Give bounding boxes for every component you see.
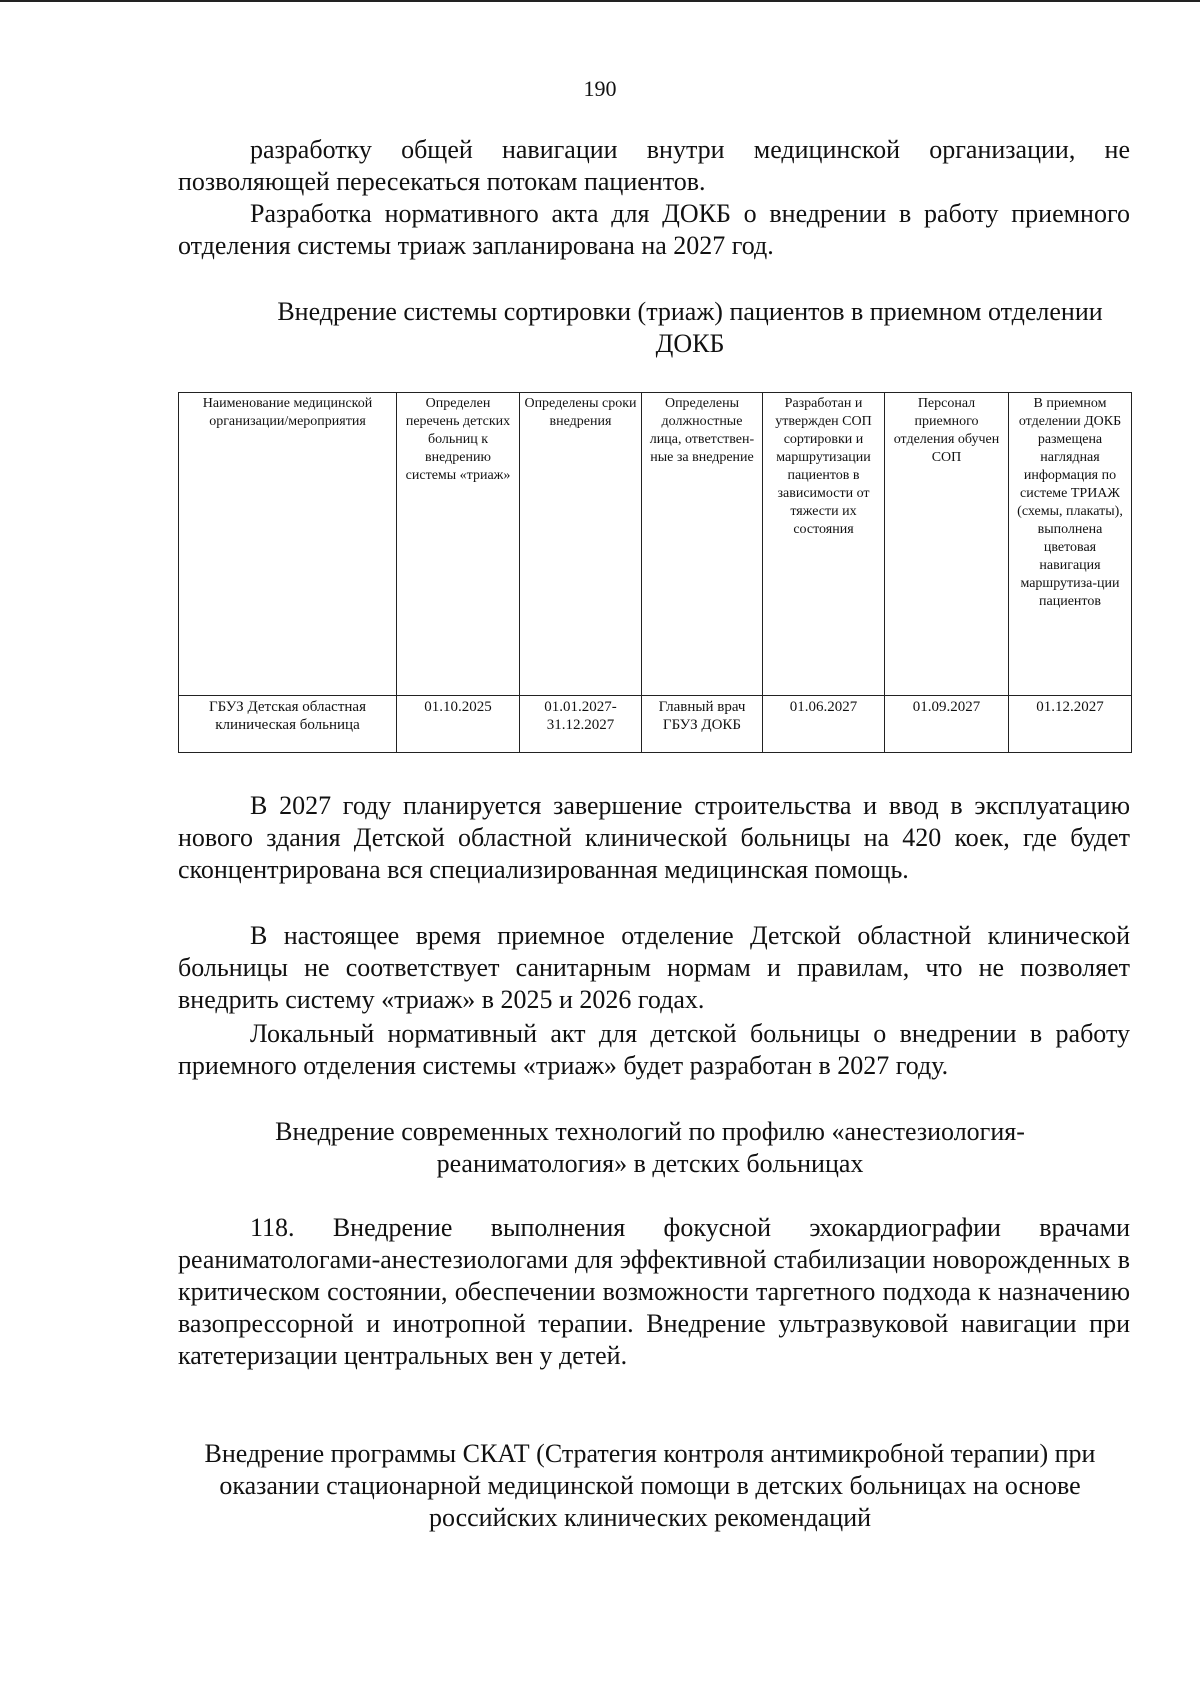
table-section-title: Внедрение системы сортировки (триаж) пациентов в приемном отделении ДОКБ bbox=[277, 297, 1103, 358]
table-header-cell: Определены должностные лица, ответствен-ные за внедрение bbox=[642, 393, 763, 696]
table-cell: 01.01.2027- 31.12.2027 bbox=[520, 696, 642, 753]
table-header-cell: Определен перечень детских больниц к внедрению системы «триаж» bbox=[397, 393, 520, 696]
paragraph-normative-act: Разработка нормативного акта для ДОКБ о внедрении в работу приемного отделения системы триаж запланирована на 2027 год. bbox=[178, 199, 1130, 260]
table-cell: 01.10.2025 bbox=[397, 696, 520, 753]
table-header-cell: Персонал приемного отделения обучен СОП bbox=[885, 393, 1009, 696]
table-row bbox=[179, 696, 1132, 753]
table-header-cell: Определены сроки внедрения bbox=[520, 393, 642, 696]
paragraph-current-state: В настоящее время приемное отделение Детской областной клинической больницы не соответствует санитарным нормам и правилам, что не позволяет внедрить систему «триаж» в 2025 и 2026 годах. bbox=[178, 921, 1130, 1014]
paragraph-navigation: разработку общей навигации внутри медицинской организации, не позволяющей пересекаться потокам пациентов. bbox=[178, 135, 1130, 196]
anesthesiology-section-title: Внедрение современных технологий по профилю «анестезиология-реаниматология» в детских больницах bbox=[275, 1117, 1025, 1178]
triage-table bbox=[178, 392, 1132, 753]
table-cell: 01.12.2027 bbox=[1009, 696, 1132, 753]
page-number: 190 bbox=[583, 76, 617, 101]
paragraph-local-act: Локальный нормативный акт для детской больницы о внедрении в работу приемного отделения системы «триаж» будет разработан в 2027 году. bbox=[178, 1019, 1130, 1080]
paragraph-new-building: В 2027 году планируется завершение строительства и ввод в эксплуатацию нового здания Детской областной клинической больницы на 420 коек, где будет сконцентрирована вся специализированная медицинская помощь. bbox=[178, 791, 1130, 884]
table-header-cell: В приемном отделении ДОКБ размещена наглядная информация по системе ТРИАЖ (схемы, плакаты), выполнена цветовая навигация маршрутиза-ции пациентов bbox=[1009, 393, 1132, 696]
table-header-cell: Разработан и утвержден СОП сортировки и маршрутизации пациентов в зависимости от тяжести их состояния bbox=[763, 393, 885, 696]
paragraph-item-118: 118. Внедрение выполнения фокусной эхокардиографии врачами реаниматологами-анестезиологами для эффективной стабилизации новорожденных в критическом состоянии, обеспечении возможности таргетного подхода к назначению вазопрессорной и инотропной терапии. Внедрение ультразвуковой навигации при катетеризации центральных вен у детей. bbox=[178, 1213, 1130, 1370]
page-top-border bbox=[0, 0, 1200, 2]
table-header-row bbox=[179, 393, 1132, 696]
table-header-cell: Наименование медицинской организации/мероприятия bbox=[179, 393, 397, 696]
table-cell: Главный врач ГБУЗ ДОКБ bbox=[642, 696, 763, 753]
table-cell-organization: ГБУЗ Детская областная клиническая больница bbox=[179, 696, 397, 753]
table-cell: 01.06.2027 bbox=[763, 696, 885, 753]
table-cell: 01.09.2027 bbox=[885, 696, 1009, 753]
skat-section-title: Внедрение программы СКАТ (Стратегия контроля антимикробной терапии) при оказании стационарной медицинской помощи в детских больницах на основе российских клинических рекомендаций bbox=[204, 1439, 1096, 1532]
